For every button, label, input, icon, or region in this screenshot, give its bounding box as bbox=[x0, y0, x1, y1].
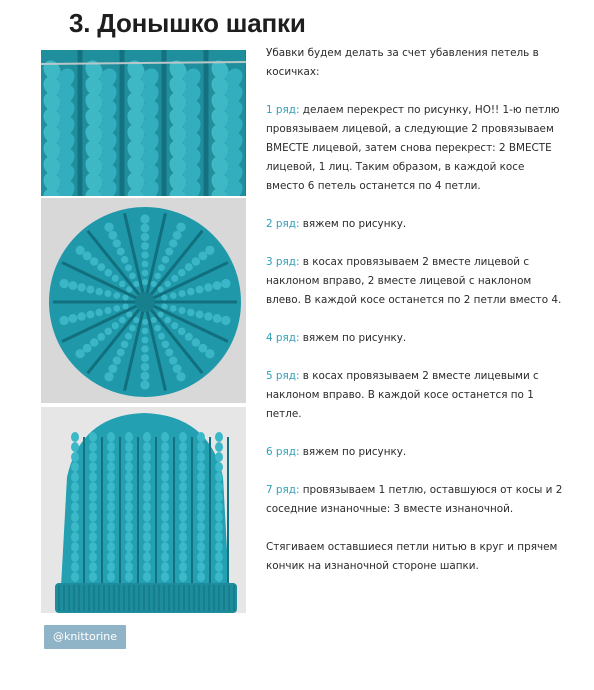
row-text: провязываем 1 петлю, оставшуюся от косы и 2 соседние изнаночные: 3 вместе изнаночной. bbox=[266, 484, 563, 515]
finished-hat-photo bbox=[41, 407, 246, 613]
row-label: 2 ряд: bbox=[266, 218, 300, 230]
row-3-paragraph bbox=[266, 253, 566, 310]
row-text: в косах провязываем 2 вместе лицевой с наклоном вправо, 2 вместе лицевой с наклоном влево. В каждой косе останется по 2 петли вместо 4. bbox=[266, 256, 562, 306]
row-text: в косах провязываем 2 вместе лицевыми с наклоном вправо. В каждой косе останется по 1 петле. bbox=[266, 370, 539, 420]
intro-paragraph: Убавки будем делать за счет убавления петель в косичках: bbox=[266, 47, 539, 78]
instructions-text bbox=[266, 44, 566, 595]
closing-paragraph: Стягиваем оставшиеся петли нитью в круг и прячем кончик на изнаночной стороне шапки. bbox=[266, 541, 558, 572]
row-label: 3 ряд: bbox=[266, 256, 300, 268]
row-1-paragraph bbox=[266, 101, 566, 196]
row-text: вяжем по рисунку. bbox=[302, 446, 407, 458]
row-label: 7 ряд: bbox=[266, 484, 300, 496]
cable-knit-closeup-photo bbox=[41, 50, 246, 196]
row-label: 5 ряд: bbox=[266, 370, 300, 382]
row-label: 4 ряд: bbox=[266, 332, 300, 344]
row-text: вяжем по рисунку. bbox=[302, 218, 407, 230]
row-4-paragraph bbox=[266, 329, 566, 348]
row-2-paragraph bbox=[266, 215, 566, 234]
page-title: 3. Донышко шапки bbox=[69, 8, 306, 38]
author-handle-badge: @knittorine bbox=[44, 625, 126, 649]
row-7-paragraph bbox=[266, 481, 566, 519]
hat-crown-photo bbox=[41, 198, 246, 403]
row-label: 6 ряд: bbox=[266, 446, 300, 458]
row-6-paragraph bbox=[266, 443, 566, 462]
row-text: делаем перекрест по рисунку, НО!! 1-ю петлю провязываем лицевой, а следующие 2 провязываем ВМЕСТЕ лицевой, затем снова перекрест: 2 ВМЕСТЕ лицевой, 1 лиц. Таким образом, в каждой косе вместо 6 петель останется по 4 петли. bbox=[266, 104, 560, 192]
row-5-paragraph bbox=[266, 367, 566, 424]
row-label: 1 ряд: bbox=[266, 104, 300, 116]
row-text: вяжем по рисунку. bbox=[302, 332, 407, 344]
